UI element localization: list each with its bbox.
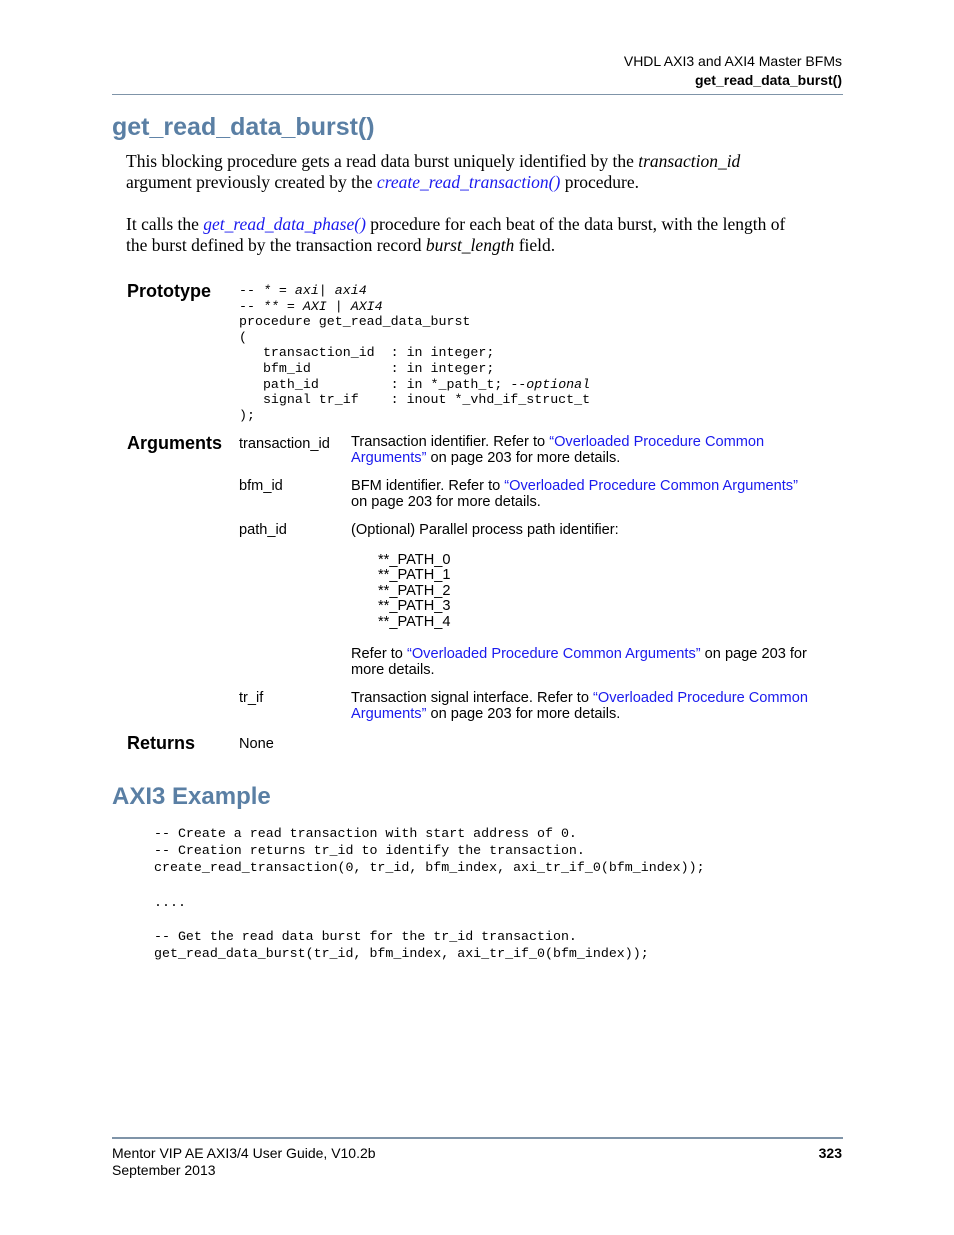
code-line: -- Creation returns tr_id to identify the transaction.	[154, 843, 585, 859]
code-line: get_read_data_burst(tr_id, bfm_index, axi_tr_if_0(bfm_index));	[154, 946, 649, 962]
code-line: create_read_transaction(0, tr_id, bfm_index, axi_tr_if_0(bfm_index));	[154, 860, 705, 876]
arguments-label: Arguments	[127, 433, 223, 453]
path-value: **_PATH_4	[378, 613, 451, 630]
overloaded-args-link[interactable]: “Overloaded Procedure Common	[549, 434, 765, 450]
example-title: AXI3 Example	[112, 783, 271, 810]
header-chapter: VHDL AXI3 and AXI4 Master BFMs	[623, 53, 842, 69]
arg-tr-if-desc: Transaction signal interface. Refer to “Overloaded Procedure Common Arguments” on page 203 for more details.	[351, 690, 808, 722]
page-title: get_read_data_burst()	[112, 113, 375, 141]
running-header	[624, 52, 842, 90]
intro-paragraph-1: This blocking procedure gets a read data burst uniquely identified by the transaction_id argument previously created by the create_read_transaction() procedure.	[126, 151, 741, 192]
path-value: **_PATH_3	[378, 598, 451, 615]
returns-value: None	[239, 736, 274, 752]
arg-tr-if-name: tr_if	[239, 690, 264, 706]
footer-guide: Mentor VIP AE AXI3/4 User Guide, V10.2b	[112, 1145, 376, 1161]
get-read-data-phase-link[interactable]: get_read_data_phase()	[203, 214, 366, 234]
path-value: **_PATH_2	[378, 582, 451, 599]
transaction-id-ref: transaction_id	[638, 151, 741, 171]
prototype-code: -- * = axi| axi4 -- ** = AXI | AXI4 procedure get_read_data_burst ( transaction_id : in integer; bfm_id : in integer; path_id : in *_path_t; --optional signal tr_if : inout *_vhd_if_struct_t );	[239, 283, 591, 423]
burst-length-ref: burst_length	[425, 235, 515, 255]
code-line: -- Get the read data burst for the tr_id transaction.	[154, 929, 577, 945]
arg-transaction-id-desc: Transaction identifier. Refer to “Overloaded Procedure Common Arguments” on page 203 for more details.	[351, 434, 765, 466]
code-line: -- Create a read transaction with start address of 0.	[154, 826, 577, 841]
returns-label: Returns	[127, 733, 196, 753]
overloaded-args-link[interactable]: Arguments”	[351, 450, 427, 466]
prototype-label: Prototype	[127, 281, 212, 301]
arg-bfm-id-name: bfm_id	[239, 478, 283, 494]
footer-rule	[112, 1137, 843, 1139]
footer-left	[112, 1145, 376, 1179]
path-id-values	[378, 553, 450, 630]
overloaded-args-link[interactable]: “Overloaded Procedure Common Arguments”	[504, 478, 798, 494]
code-line: ....	[154, 894, 186, 910]
arg-path-id-name: path_id	[239, 522, 287, 538]
example-code	[154, 825, 705, 963]
create-read-transaction-link[interactable]: create_read_transaction()	[376, 172, 561, 192]
overloaded-args-link[interactable]: “Overloaded Procedure Common Arguments”	[406, 646, 701, 662]
header-section: get_read_data_burst()	[694, 72, 842, 88]
intro-paragraph-2: It calls the get_read_data_phase() procedure for each beat of the data burst, with the length of the burst defined by the transaction record burst_length field.	[126, 214, 786, 255]
code-line	[154, 911, 705, 928]
arg-transaction-id-name: transaction_id	[239, 436, 330, 452]
footer-date: September 2013	[112, 1162, 216, 1178]
header-rule	[112, 94, 843, 95]
path-value: **_PATH_0	[378, 552, 451, 568]
overloaded-args-link[interactable]: Arguments”	[351, 706, 427, 722]
arg-bfm-id-desc: BFM identifier. Refer to “Overloaded Procedure Common Arguments” on page 203 for more details.	[351, 478, 798, 510]
arg-path-id-desc: (Optional) Parallel process path identifier:	[351, 522, 619, 538]
path-value: **_PATH_1	[378, 567, 451, 584]
code-line	[154, 877, 705, 894]
overloaded-args-link[interactable]: “Overloaded Procedure Common	[593, 690, 808, 706]
arg-path-id-refer: Refer to “Overloaded Procedure Common Arguments” on page 203 for more details.	[351, 646, 807, 678]
page-number: 323	[818, 1145, 842, 1161]
